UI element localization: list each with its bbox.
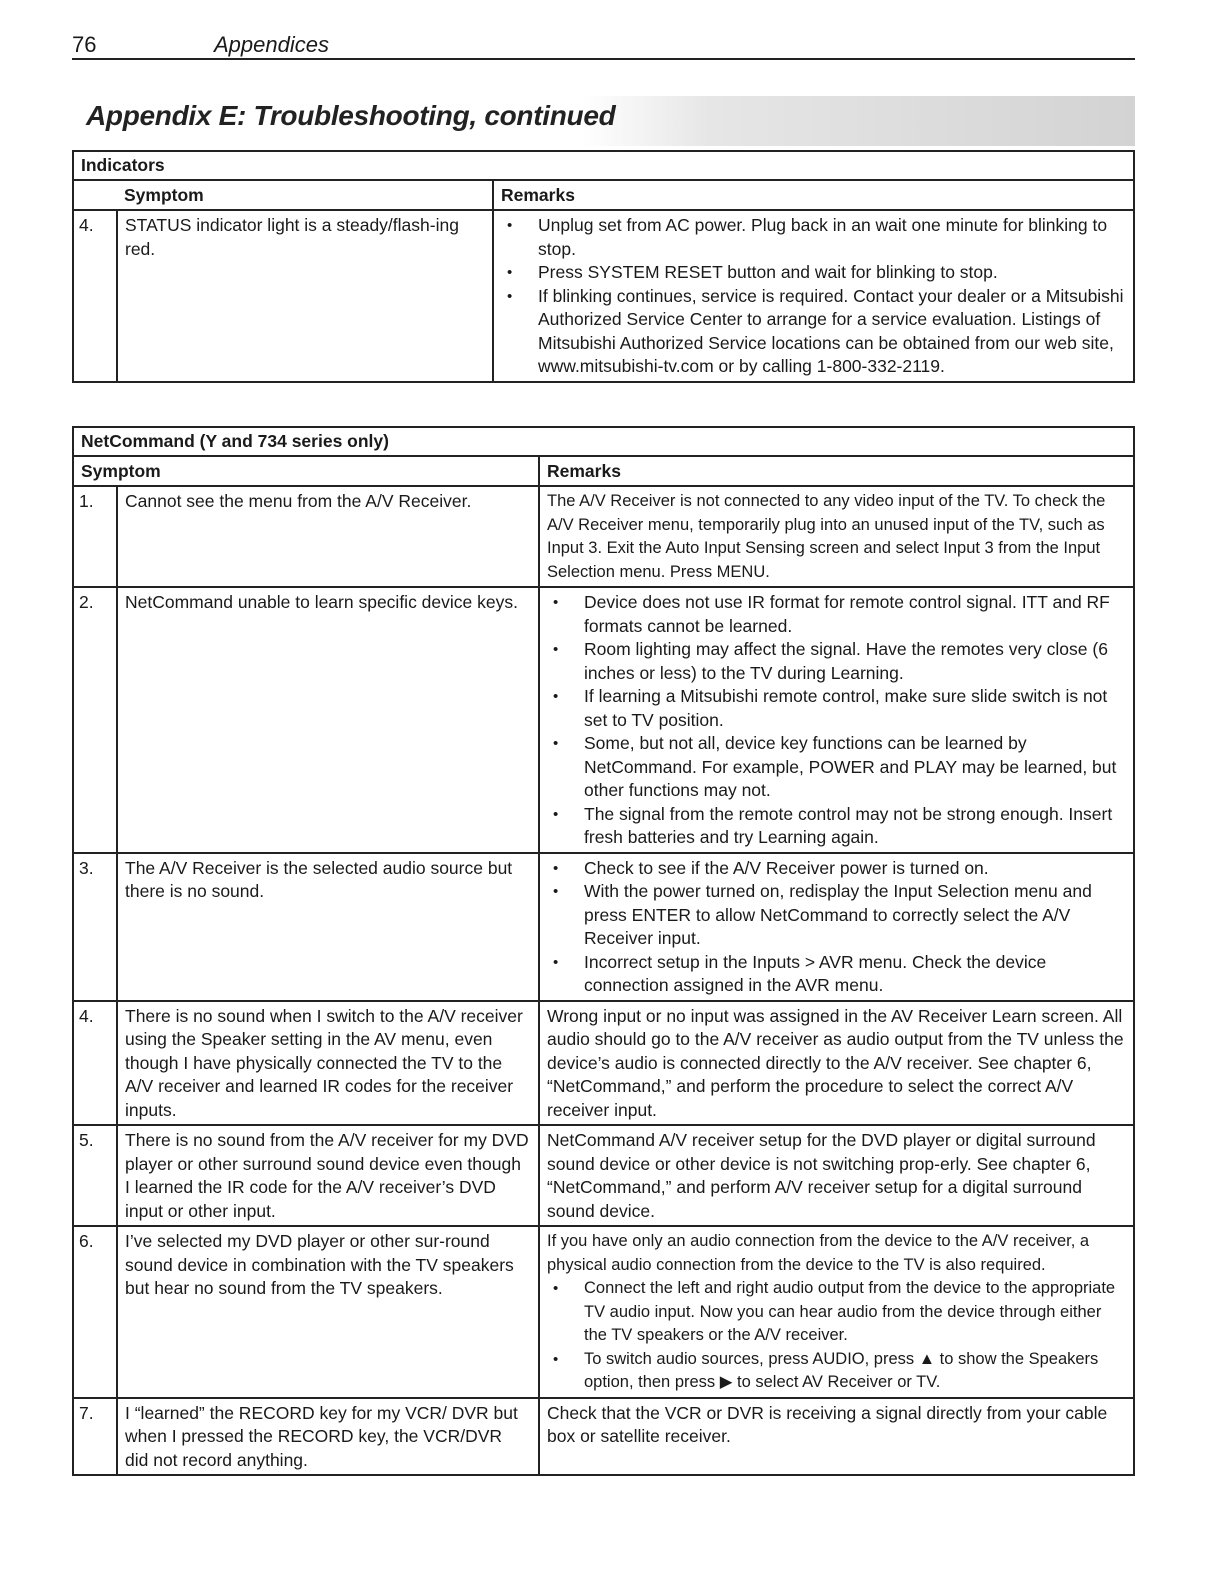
list-item: • If learning a Mitsubishi remote control, make sure slide switch is not set to TV position. bbox=[547, 685, 1125, 732]
list-item: • To switch audio sources, press AUDIO, press ▲ to show the Speakers option, then press ▶ to select AV Receiver or TV. bbox=[547, 1348, 1125, 1395]
symptom-cell: There is no sound when I switch to the A/V receiver using the Speaker setting in the AV menu, even though I have physically connected the TV to the A/V receiver and learned IR codes for the receiver inputs. bbox=[117, 1001, 539, 1126]
table-row bbox=[73, 486, 1134, 587]
appendix-banner bbox=[72, 96, 1135, 146]
symptom-cell: NetCommand unable to learn specific device keys. bbox=[117, 587, 539, 853]
list-item: • With the power turned on, redisplay the Input Selection menu and press ENTER to allow NetCommand to correctly select the A/V Receiver input. bbox=[547, 880, 1125, 951]
symptom-header: Symptom bbox=[73, 180, 493, 211]
remarks-cell bbox=[539, 1226, 1134, 1398]
remarks-cell bbox=[539, 853, 1134, 1001]
remarks-cell bbox=[539, 587, 1134, 853]
netcommand-title: NetCommand (Y and 734 series only) bbox=[73, 427, 1134, 456]
list-item: • If blinking continues, service is required. Contact your dealer or a Mitsubishi Authorized Service Center to arrange for a service evaluation. Listings of Mitsubishi Authorized Service locations can be obtained from our web site, www.mitsubishi-tv.com or by calling 1-800-332-2119. bbox=[501, 285, 1125, 379]
table-row bbox=[73, 1125, 1134, 1226]
row-number: 3. bbox=[73, 853, 117, 1001]
table-row bbox=[73, 1226, 1134, 1398]
remarks-cell bbox=[493, 210, 1134, 382]
row-number: 4. bbox=[73, 1001, 117, 1126]
remarks-header: Remarks bbox=[539, 456, 1134, 487]
netcommand-header-row bbox=[73, 456, 1134, 487]
remarks-list bbox=[547, 591, 1125, 850]
row-number: 7. bbox=[73, 1398, 117, 1476]
row-number: 4. bbox=[73, 210, 117, 382]
row-number: 2. bbox=[73, 587, 117, 853]
indicators-table bbox=[72, 150, 1135, 383]
remarks-cell: The A/V Receiver is not connected to any video input of the TV. To check the A/V Receiver menu, temporarily plug into an unused input of the TV, such as Input 3. Exit the Auto Input Sensing screen and select Input 3 from the Input Selection menu. Press MENU. bbox=[539, 486, 1134, 587]
remarks-list bbox=[547, 857, 1125, 998]
list-item: • Device does not use IR format for remote control signal. ITT and RF formats cannot be learned. bbox=[547, 591, 1125, 638]
remarks-header: Remarks bbox=[493, 180, 1134, 211]
row-number: 1. bbox=[73, 486, 117, 587]
appendix-title: Appendix E: Troubleshooting, continued bbox=[86, 100, 616, 131]
remarks-list bbox=[501, 214, 1125, 379]
table-row bbox=[73, 1001, 1134, 1126]
list-item: • Connect the left and right audio output from the device to the appropriate TV audio input. Now you can hear audio from the device through either the TV speakers or the A/V receiver. bbox=[547, 1277, 1125, 1348]
section-title: Appendices bbox=[214, 32, 329, 57]
remarks-intro: If you have only an audio connection from the device to the A/V receiver, a physical audio connection from the device to the TV is also required. bbox=[547, 1232, 1090, 1274]
row-number: 5. bbox=[73, 1125, 117, 1226]
page-header bbox=[72, 30, 1135, 60]
symptom-header: Symptom bbox=[73, 456, 539, 487]
symptom-cell: There is no sound from the A/V receiver for my DVD player or other surround sound device even though I learned the IR code for the A/V receiver’s DVD input or other input. bbox=[117, 1125, 539, 1226]
table-row bbox=[73, 210, 1134, 382]
list-item: • Press SYSTEM RESET button and wait for blinking to stop. bbox=[501, 261, 1125, 285]
symptom-cell: STATUS indicator light is a steady/flash-ing red. bbox=[117, 210, 493, 382]
list-item: • Unplug set from AC power. Plug back in an wait one minute for blinking to stop. bbox=[501, 214, 1125, 261]
remarks-cell: Wrong input or no input was assigned in the AV Receiver Learn screen. All audio should go to the A/V receiver as audio output from the TV unless the device’s audio is connected directly to the A/V receiver. See chapter 6, “NetCommand,” and perform the procedure to select the correct A/V receiver input. bbox=[539, 1001, 1134, 1126]
table-row bbox=[73, 853, 1134, 1001]
indicators-header-row bbox=[73, 180, 1134, 211]
table-row bbox=[73, 1398, 1134, 1476]
list-item: • Room lighting may affect the signal. Have the remotes very close (6 inches or less) to the TV during Learning. bbox=[547, 638, 1125, 685]
list-item: • The signal from the remote control may not be strong enough. Insert fresh batteries and try Learning again. bbox=[547, 803, 1125, 850]
remarks-list bbox=[547, 1277, 1125, 1395]
remarks-cell: Check that the VCR or DVR is receiving a signal directly from your cable box or satellite receiver. bbox=[539, 1398, 1134, 1476]
symptom-cell: I’ve selected my DVD player or other sur-round sound device in combination with the TV speakers but hear no sound from the TV speakers. bbox=[117, 1226, 539, 1398]
list-item: • Check to see if the A/V Receiver power is turned on. bbox=[547, 857, 1125, 881]
netcommand-table bbox=[72, 426, 1135, 1476]
symptom-cell: The A/V Receiver is the selected audio source but there is no sound. bbox=[117, 853, 539, 1001]
row-number: 6. bbox=[73, 1226, 117, 1398]
list-item: • Incorrect setup in the Inputs > AVR menu. Check the device connection assigned in the AVR menu. bbox=[547, 951, 1125, 998]
remarks-cell: NetCommand A/V receiver setup for the DVD player or digital surround sound device or other device is not switching prop-erly. See chapter 6, “NetCommand,” and perform A/V receiver setup for a digital surround sound device. bbox=[539, 1125, 1134, 1226]
indicators-title: Indicators bbox=[73, 151, 1134, 180]
page-number: 76 bbox=[72, 32, 97, 57]
symptom-cell: I “learned” the RECORD key for my VCR/ DVR but when I pressed the RECORD key, the VCR/DVR did not record anything. bbox=[117, 1398, 539, 1476]
table-row bbox=[73, 587, 1134, 853]
symptom-cell: Cannot see the menu from the A/V Receiver. bbox=[117, 486, 539, 587]
list-item: • Some, but not all, device key functions can be learned by NetCommand. For example, POWER and PLAY may be learned, but other functions may not. bbox=[547, 732, 1125, 803]
